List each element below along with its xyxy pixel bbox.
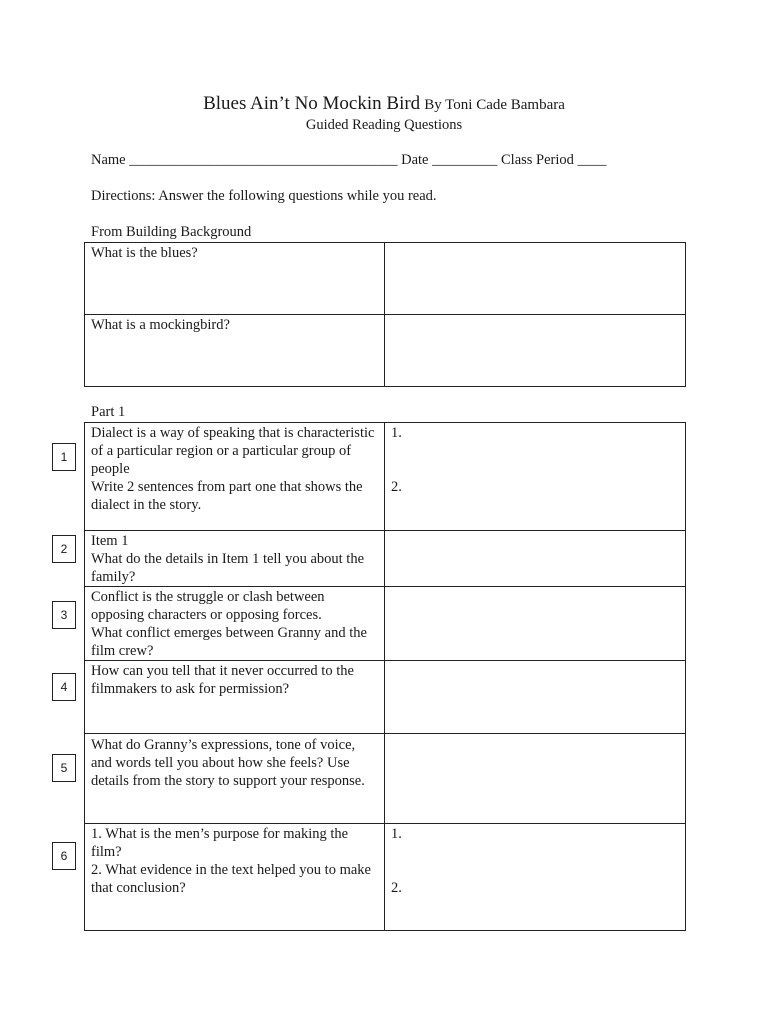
question-row xyxy=(85,587,686,661)
story-title: Blues Ain’t No Mockin Bird xyxy=(203,93,421,114)
background-heading: From Building Background xyxy=(91,224,252,240)
answer-number: 2. xyxy=(391,479,402,495)
question-text: Dialect is a way of speaking that is characteristic of a particular region or a particular group of people Write 2 sentences from part one that shows the dialect in the story. xyxy=(85,423,385,531)
directions-text: Directions: Answer the following questions while you read. xyxy=(91,188,437,204)
answer-number: 1. xyxy=(391,425,402,441)
background-answer-cell[interactable] xyxy=(385,243,686,315)
worksheet-title xyxy=(0,93,768,115)
background-row xyxy=(85,243,686,315)
worksheet-subtitle: Guided Reading Questions xyxy=(305,117,463,133)
answer-cell[interactable] xyxy=(385,531,686,587)
background-row xyxy=(85,315,686,387)
question-text: How can you tell that it never occurred to the filmmakers to ask for permission? xyxy=(85,661,385,734)
part1-heading: Part 1 xyxy=(91,404,126,420)
part1-table xyxy=(84,422,686,931)
answer-cell[interactable] xyxy=(385,734,686,824)
answer-cell[interactable] xyxy=(385,587,686,661)
background-table xyxy=(84,242,686,387)
question-text: What do Granny’s expressions, tone of voice, and words tell you about how she feels? Use details from the story to support your response. xyxy=(85,734,385,824)
question-number-badge: 2 xyxy=(52,535,76,563)
question-number-badge: 3 xyxy=(52,601,76,629)
background-question: What is the blues? xyxy=(85,243,385,315)
question-row xyxy=(85,531,686,587)
background-question: What is a mockingbird? xyxy=(85,315,385,387)
answer-number: 1. xyxy=(391,826,402,842)
question-row xyxy=(85,824,686,931)
question-number-badge: 4 xyxy=(52,673,76,701)
question-row xyxy=(85,661,686,734)
answer-number: 2. xyxy=(391,880,402,896)
question-row xyxy=(85,423,686,531)
question-text: 1. What is the men’s purpose for making the film? 2. What evidence in the text helped you to make that conclusion? xyxy=(85,824,385,931)
question-row xyxy=(85,734,686,824)
question-text: Item 1 What do the details in Item 1 tell you about the family? xyxy=(85,531,385,587)
answer-cell[interactable] xyxy=(385,423,686,531)
question-number-badge: 6 xyxy=(52,842,76,870)
question-number-badge: 5 xyxy=(52,754,76,782)
answer-cell[interactable] xyxy=(385,824,686,931)
question-text: Conflict is the struggle or clash between opposing characters or opposing forces. What conflict emerges between Granny and the film crew? xyxy=(85,587,385,661)
name-date-period-line[interactable]: Name _____________________________________ Date _________ Class Period ____ xyxy=(91,152,607,168)
answer-cell[interactable] xyxy=(385,661,686,734)
author-byline: By Toni Cade Bambara xyxy=(424,97,565,113)
question-number-badge: 1 xyxy=(52,443,76,471)
background-answer-cell[interactable] xyxy=(385,315,686,387)
